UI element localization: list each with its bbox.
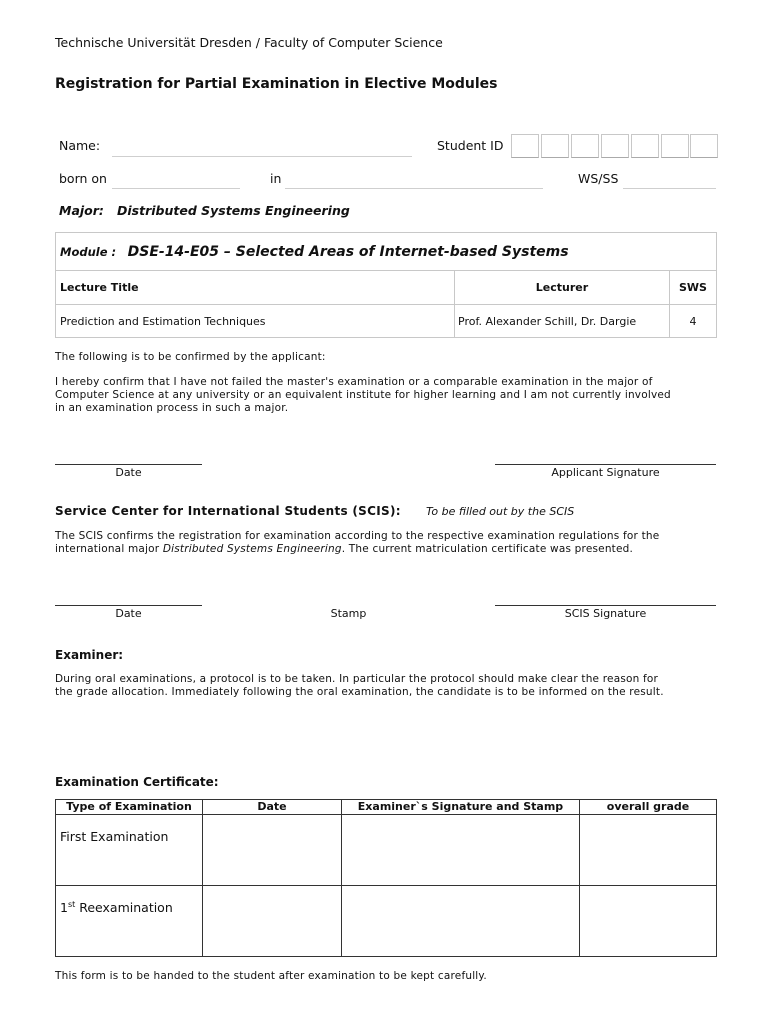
scis-note: To be filled out by the SCIS <box>426 505 575 518</box>
column-header-lecture-title: Lecture Title <box>56 271 455 305</box>
scis-stamp-caption: Stamp <box>330 607 367 620</box>
confirmation-intro: The following is to be confirmed by the applicant: <box>55 351 326 363</box>
semester-field[interactable] <box>623 188 716 189</box>
column-header-lecturer: Lecturer <box>455 271 670 305</box>
scis-signature-line[interactable] <box>495 605 716 606</box>
certificate-heading: Examination Certificate: <box>55 775 219 789</box>
column-header-signature: Examiner`s Signature and Stamp <box>342 800 580 815</box>
scis-date-line[interactable] <box>55 605 202 606</box>
column-header-sws: SWS <box>670 271 717 305</box>
applicant-date-caption: Date <box>115 466 142 479</box>
examiner-text: During oral examinations, a protocol is to be taken. In particular the protocol should make clear the reason for the grade allocation. Immediately following the oral examination, the candidate is to be informed on the result. <box>55 673 664 698</box>
examiner-heading: Examiner: <box>55 648 124 662</box>
major-value: Distributed Systems Engineering <box>117 203 350 218</box>
first-exam-date-cell[interactable] <box>203 815 342 886</box>
reexamination-cell: 1st Reexamination <box>56 886 203 957</box>
birth-date-field[interactable] <box>112 188 240 189</box>
scis-text: The SCIS confirms the registration for examination according to the respective examination regulations for the international major Distributed Systems Engineering. The current matriculation certificate was presented. <box>55 530 660 555</box>
module-label: Module : <box>60 244 117 259</box>
footer-note: This form is to be handed to the student after examination to be kept carefully. <box>55 970 487 982</box>
student-id-label: Student ID <box>437 138 504 153</box>
lecture-title-cell: Prediction and Estimation Techniques <box>56 305 455 338</box>
semester-label: WS/SS <box>578 171 619 186</box>
first-examination-cell: First Examination <box>56 815 203 886</box>
table-row <box>56 886 717 957</box>
scis-heading: Service Center for International Students (SCIS): <box>55 504 401 518</box>
lecturer-cell: Prof. Alexander Schill, Dr. Dargie <box>455 305 670 338</box>
table-row <box>56 815 717 886</box>
table-row <box>56 305 717 338</box>
module-table <box>55 232 717 338</box>
column-header-date: Date <box>203 800 342 815</box>
scis-signature-caption: SCIS Signature <box>564 607 647 620</box>
applicant-signature-line[interactable] <box>495 464 716 465</box>
certificate-table <box>55 799 717 957</box>
birthplace-label: in <box>270 171 282 186</box>
module-value: DSE-14-E05 – Selected Areas of Internet-based Systems <box>127 243 569 260</box>
reexam-grade-cell[interactable] <box>580 886 717 957</box>
first-exam-signature-cell[interactable] <box>342 815 580 886</box>
born-on-label: born on <box>59 171 107 186</box>
reexam-signature-cell[interactable] <box>342 886 580 957</box>
birthplace-field[interactable] <box>285 188 543 189</box>
reexam-date-cell[interactable] <box>203 886 342 957</box>
applicant-date-line[interactable] <box>55 464 202 465</box>
column-header-type: Type of Examination <box>56 800 203 815</box>
applicant-signature-caption: Applicant Signature <box>551 466 660 479</box>
first-exam-grade-cell[interactable] <box>580 815 717 886</box>
module-header-cell <box>56 233 717 271</box>
page-title: Registration for Partial Examination in Elective Modules <box>55 76 498 92</box>
confirmation-text: I hereby confirm that I have not failed the master's examination or a comparable examination in the major of Computer Science at any university or an equivalent institute for higher learning and I am not currently involved in an examination process in such a major. <box>55 376 671 414</box>
university-header: Technische Universität Dresden / Faculty of Computer Science <box>55 35 443 50</box>
scis-date-caption: Date <box>115 607 142 620</box>
major-label: Major: <box>59 203 104 218</box>
name-label: Name: <box>59 138 101 153</box>
column-header-grade: overall grade <box>580 800 717 815</box>
sws-cell: 4 <box>670 305 717 338</box>
name-field[interactable] <box>112 156 412 157</box>
